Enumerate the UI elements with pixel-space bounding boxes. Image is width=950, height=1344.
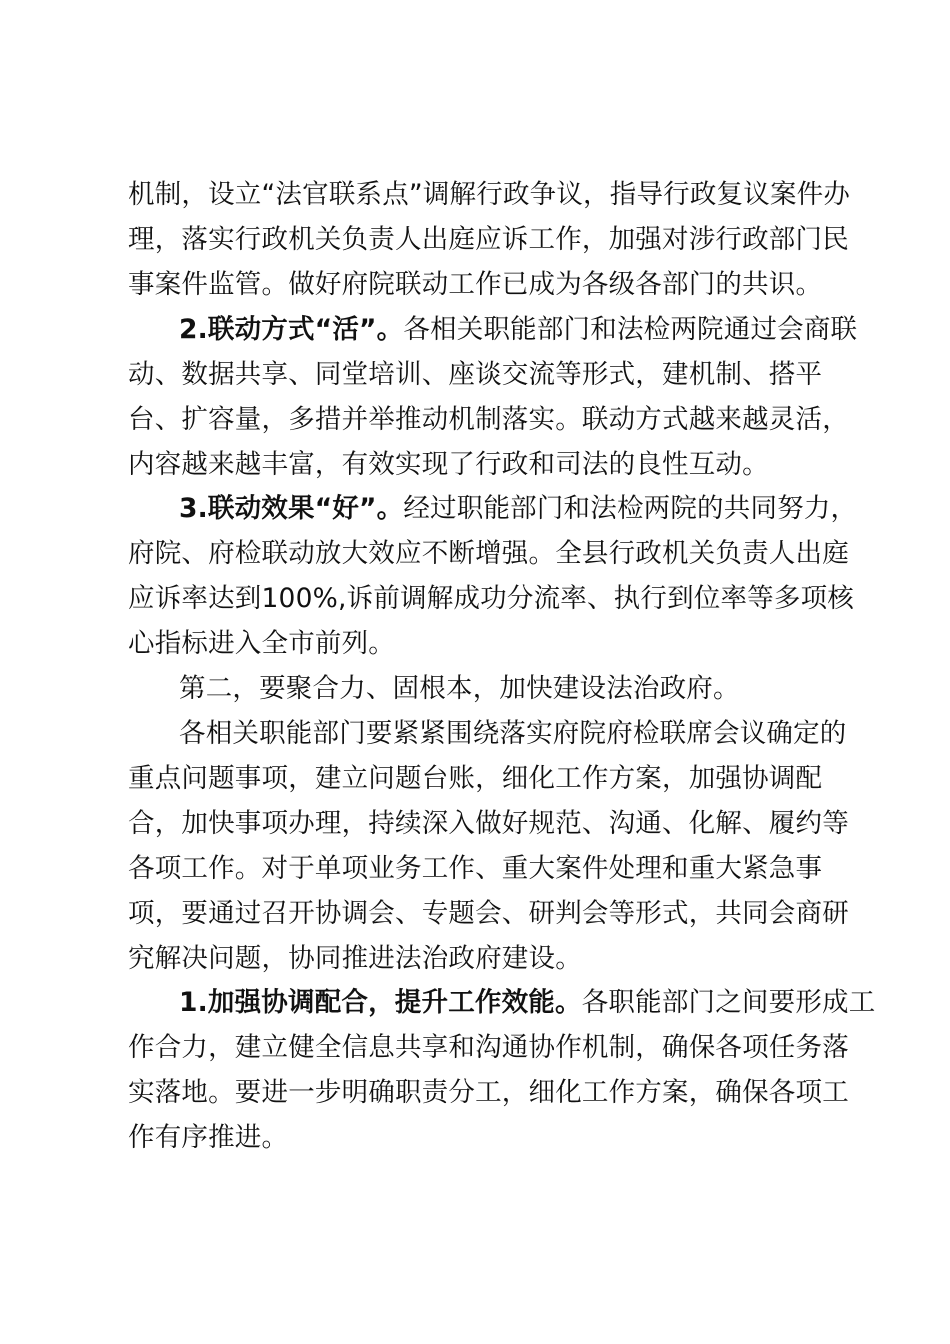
bold-heading: 2.联动方式“活”。: [179, 314, 404, 345]
bold-heading: 1.加强协调配合，提升工作效能。: [179, 987, 582, 1018]
text-line: [179, 717, 847, 751]
text-line: [128, 807, 849, 841]
text-line: [128, 627, 395, 661]
text-line: [179, 986, 875, 1020]
text-line: [128, 897, 849, 931]
text-segment: 内容越来越丰富，有效实现了行政和司法的良性互动。: [128, 449, 769, 480]
text-line: [179, 313, 857, 347]
text-segment: 各职能部门之间要形成工: [581, 987, 876, 1018]
text-segment: 重点问题事项，建立问题台账，细化工作方案，加强协调配: [128, 763, 823, 794]
text-segment: 事案件监管。做好府院联动工作已成为各级各部门的共识。: [128, 269, 823, 300]
text-line: [128, 358, 822, 392]
text-segment: 各相关职能部门和法检两院通过会商联: [403, 314, 858, 345]
text-line: [128, 448, 769, 482]
text-segment: 项，要通过召开协调会、专题会、研判会等形式，共同会商研: [128, 898, 849, 929]
text-segment: 各相关职能部门要紧紧围绕落实府院府检联席会议确定的: [179, 718, 847, 749]
text-line: [128, 268, 822, 302]
text-line: [128, 403, 849, 437]
text-segment: 合，加快事项办理，持续深入做好规范、沟通、化解、履约等: [128, 808, 849, 839]
text-segment: 经过职能部门和法检两院的共同努力，: [403, 493, 858, 524]
text-segment: 动、数据共享、同堂培训、座谈交流等形式，建机制、搭平: [128, 359, 823, 390]
text-segment: 应诉率达到100%,诉前调解成功分流率、执行到位率等多项核: [128, 583, 854, 614]
text-line: [128, 582, 854, 616]
text-line: [128, 942, 582, 976]
text-line: [128, 537, 849, 571]
text-line: [179, 672, 740, 706]
text-segment: 究解决问题，协同推进法治政府建设。: [128, 943, 582, 974]
text-segment: 府院、府检联动放大效应不断增强。全县行政机关负责人出庭: [128, 538, 849, 569]
text-line: [128, 1076, 849, 1110]
text-segment: 第二，要聚合力、固根本，加快建设法治政府。: [179, 673, 740, 704]
text-segment: 各项工作。对于单项业务工作、重大案件处理和重大紧急事: [128, 853, 823, 884]
text-line: [128, 1121, 288, 1155]
text-segment: 实落地。要进一步明确职责分工，细化工作方案，确保各项工: [128, 1077, 849, 1108]
bold-heading: 3.联动效果“好”。: [179, 493, 404, 524]
text-segment: 台、扩容量，多措并举推动机制落实。联动方式越来越灵活，: [128, 404, 849, 435]
text-line: [179, 492, 857, 526]
text-line: [128, 178, 850, 212]
text-line: [128, 852, 822, 886]
text-segment: 作合力，建立健全信息共享和沟通协作机制，确保各项任务落: [128, 1032, 849, 1063]
text-segment: 作有序推进。: [128, 1122, 289, 1153]
text-segment: 心指标进入全市前列。: [128, 628, 395, 659]
text-line: [128, 223, 849, 257]
text-segment: 理，落实行政机关负责人出庭应诉工作，加强对涉行政部门民: [128, 224, 849, 255]
text-line: [128, 1031, 849, 1065]
text-segment: 机制，设立“法官联系点”调解行政争议，指导行政复议案件办: [128, 179, 851, 210]
text-line: [128, 762, 822, 796]
